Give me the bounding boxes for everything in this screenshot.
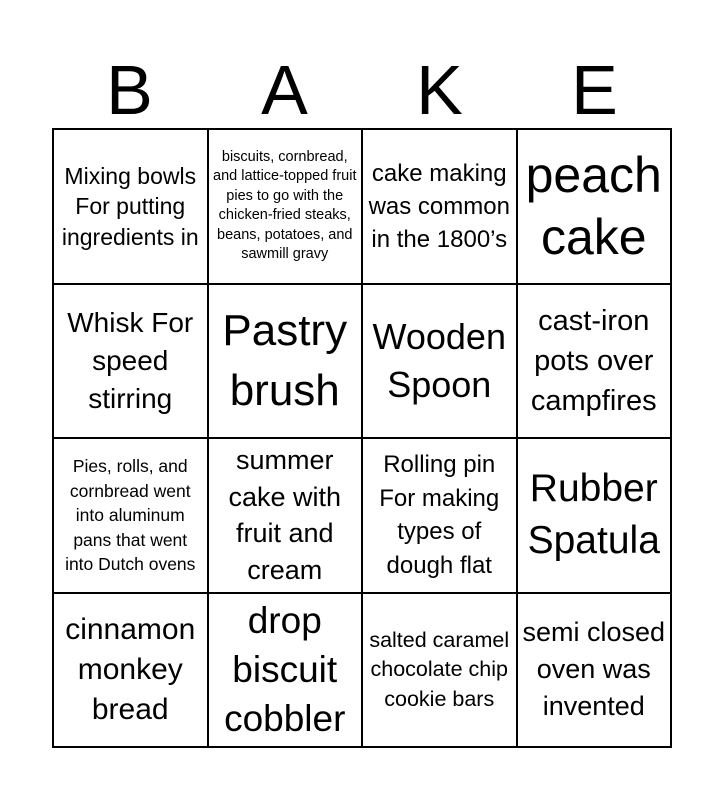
bingo-cell[interactable] (362, 129, 517, 284)
bingo-cell[interactable] (53, 593, 208, 748)
cell-text: Rubber Spatula (527, 467, 660, 563)
cell-text: Pastry brush (222, 305, 348, 415)
bingo-cell[interactable] (517, 438, 672, 593)
bingo-cell[interactable] (362, 593, 517, 748)
cell-text: Mixing bowls For putting ingredients in (61, 162, 199, 250)
cell-text: biscuits, cornbread, and lattice-topped fruit pies to go with the chicken-fried steaks, beans, potatoes, and sawmill gravy (213, 148, 357, 263)
cell-text: semi closed oven was invented (522, 617, 666, 722)
bingo-header (52, 52, 672, 128)
cell-text: cinnamon monkey bread (65, 612, 196, 726)
header-letter-e: E (571, 51, 618, 129)
bingo-cell[interactable] (208, 284, 363, 439)
bingo-cell[interactable] (517, 593, 672, 748)
bingo-cell[interactable] (53, 284, 208, 439)
header-letter-k: K (416, 51, 463, 129)
bingo-cell[interactable] (208, 129, 363, 284)
bingo-cell[interactable] (362, 438, 517, 593)
bingo-grid (52, 128, 672, 748)
header-letter-b: B (106, 51, 153, 129)
cell-text: drop biscuit cobbler (224, 600, 346, 740)
cell-text: Pies, rolls, and cornbread went into aluminum pans that went into Dutch ovens (65, 456, 196, 574)
bingo-cell[interactable] (53, 438, 208, 593)
bingo-cell[interactable] (208, 593, 363, 748)
bingo-cell[interactable] (517, 129, 672, 284)
cell-text: cake making was common in the 1800’s (368, 159, 510, 253)
bingo-cell[interactable] (362, 284, 517, 439)
header-letter-a: A (261, 51, 308, 129)
cell-text: peach cake (525, 147, 662, 266)
cell-text: Rolling pin For making types of dough flat (379, 451, 500, 579)
cell-text: cast-iron pots over campfires (530, 304, 657, 417)
cell-text: Wooden Spoon (372, 315, 506, 405)
cell-text: salted caramel chocolate chip cookie bars (369, 627, 510, 711)
bingo-cell[interactable] (208, 438, 363, 593)
cell-text: Whisk For speed stirring (67, 306, 194, 414)
bingo-cell[interactable] (517, 284, 672, 439)
cell-text: summer cake with fruit and cream (228, 445, 342, 585)
bingo-cell[interactable] (53, 129, 208, 284)
